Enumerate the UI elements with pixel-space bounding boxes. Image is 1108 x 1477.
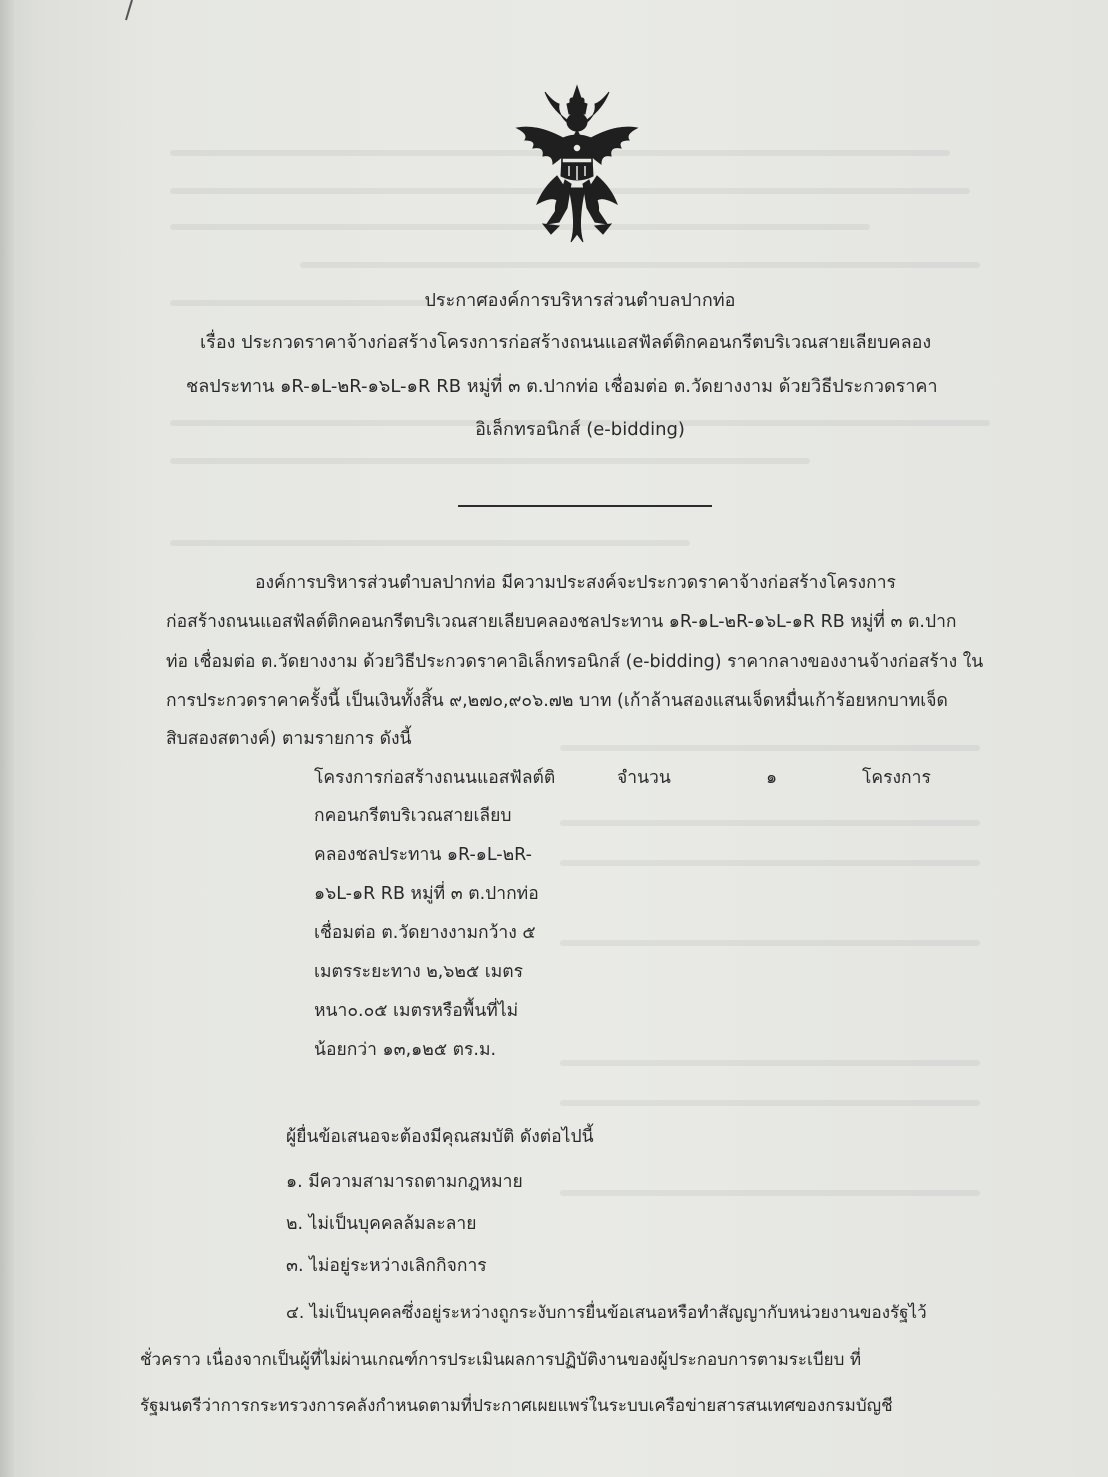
intro-line-4: การประกวดราคาครั้งนี้ เป็นเงินทั้งสิ้น ๙,๒๗๐,๙๐๖.๗๒ บาท (เก้าล้านสองแสนเจ็ดหมื่นเก้าร้อยหกบาทเจ็ด — [166, 691, 948, 711]
item-description-line: เชื่อมต่อ ต.วัดยางงามกว้าง ๕ — [314, 923, 536, 943]
bleed-through-mark — [560, 860, 980, 866]
qualification-item: ๓. ไม่อยู่ระหว่างเลิกกิจการ — [286, 1256, 487, 1276]
announcement-title: ประกาศองค์การบริหารส่วนตำบลปากท่อ — [424, 290, 736, 311]
pen-mark — [118, 0, 158, 24]
garuda-emblem — [507, 84, 647, 248]
bleed-through-mark — [560, 820, 980, 826]
subject-line-3: อิเล็กทรอนิกส์ (e-bidding) — [475, 419, 685, 440]
item-description-line: เมตรระยะทาง ๒,๖๒๕ เมตร — [314, 962, 524, 982]
qualification-continuation: ชั่วคราว เนื่องจากเป็นผู้ที่ไม่ผ่านเกณฑ์การประเมินผลการปฏิบัติงานของผู้ประกอบการตามระเบียบ ที่ — [140, 1350, 862, 1370]
bleed-through-mark — [560, 745, 980, 751]
subject-line-2: ชลประทาน ๑R-๑L-๒R-๑๖L-๑R RB หมู่ที่ ๓ ต.ปากท่อ เชื่อมต่อ ต.วัดยางงาม ด้วยวิธีประกวดราคา — [186, 376, 938, 397]
bleed-through-mark — [300, 262, 980, 268]
bleed-through-mark — [560, 940, 980, 946]
qualification-item: ๔. ไม่เป็นบุคคลซึ่งอยู่ระหว่างถูกระงับการยื่นข้อเสนอหรือทำสัญญากับหน่วยงานของรัฐไว้ — [286, 1303, 927, 1323]
page-edge-shadow — [0, 0, 14, 1477]
bleed-through-mark — [170, 458, 810, 464]
item-description-line: น้อยกว่า ๑๓,๑๒๕ ตร.ม. — [314, 1040, 497, 1060]
subject-line-1: เรื่อง ประกวดราคาจ้างก่อสร้างโครงการก่อสร้างถนนแอสฟัลต์ติกคอนกรีตบริเวณสายเลียบคลอง — [200, 332, 932, 353]
item-quantity-label: จำนวน — [617, 768, 671, 788]
item-description-line: คลองชลประทาน ๑R-๑L-๒R- — [314, 845, 532, 865]
item-quantity-value: ๑ — [766, 768, 778, 788]
title-divider — [458, 505, 712, 507]
qualification-item: ๑. มีความสามารถตามกฎหมาย — [286, 1172, 523, 1192]
intro-line-3: ท่อ เชื่อมต่อ ต.วัดยางงาม ด้วยวิธีประกวดราคาอิเล็กทรอนิกส์ (e-bidding) ราคากลางของงานจ้างก่อสร้าง ใน — [166, 652, 984, 672]
qualification-item: ๒. ไม่เป็นบุคคลล้มละลาย — [286, 1214, 477, 1234]
item-description-line: กคอนกรีตบริเวณสายเลียบ — [314, 806, 512, 826]
bleed-through-mark — [170, 540, 690, 546]
item-unit: โครงการ — [862, 768, 931, 788]
intro-line-1: องค์การบริหารส่วนตำบลปากท่อ มีความประสงค์จะประกวดราคาจ้างก่อสร้างโครงการ — [255, 573, 896, 593]
item-description-line: ๑๖L-๑R RB หมู่ที่ ๓ ต.ปากท่อ — [314, 884, 539, 904]
bleed-through-mark — [560, 1190, 980, 1196]
bleed-through-mark — [560, 1060, 980, 1066]
intro-line-5: สิบสองสตางค์) ตามรายการ ดังนี้ — [166, 729, 412, 749]
bleed-through-mark — [560, 1100, 980, 1106]
item-description-line: หนา๐.๐๕ เมตรหรือพื้นที่ไม่ — [314, 1001, 519, 1021]
qualification-continuation: รัฐมนตรีว่าการกระทรวงการคลังกำหนดตามที่ประกาศเผยแพร่ในระบบเครือข่ายสารสนเทศของกรมบัญชี — [140, 1396, 893, 1416]
intro-line-2: ก่อสร้างถนนแอสฟัลต์ติกคอนกรีตบริเวณสายเลียบคลองชลประทาน ๑R-๑L-๒R-๑๖L-๑R RB หมู่ที่ ๓ ต.ปาก — [166, 612, 957, 632]
qualifications-heading: ผู้ยื่นข้อเสนอจะต้องมีคุณสมบัติ ดังต่อไปนี้ — [286, 1127, 594, 1147]
item-description-line: โครงการก่อสร้างถนนแอสฟัลต์ติ — [314, 768, 556, 788]
